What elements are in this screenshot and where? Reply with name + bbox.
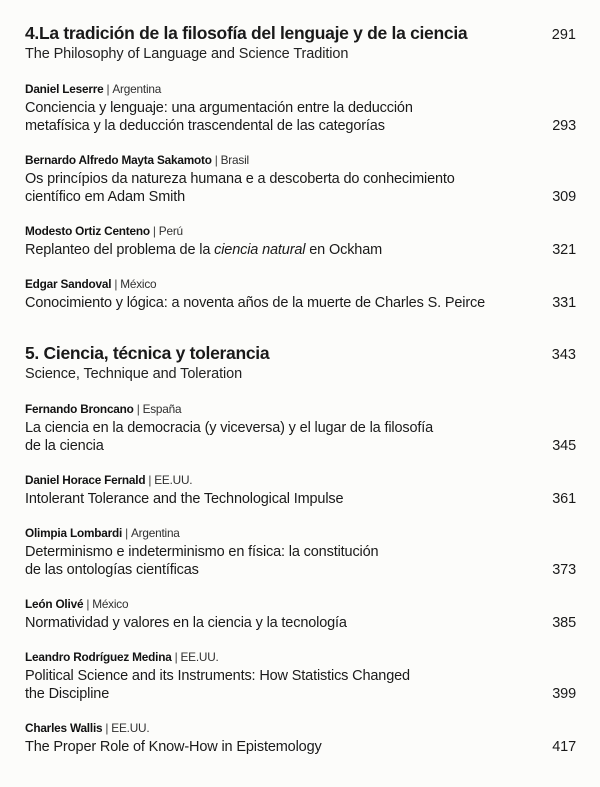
entry-author-line: [25, 722, 576, 735]
entry-page-number: 385: [552, 615, 576, 631]
entry-author-line: [25, 651, 576, 664]
entry-title-line: [25, 490, 576, 508]
entry-author: Daniel Leserre: [25, 82, 104, 96]
entry-title-line: [25, 543, 576, 561]
entry-page-number: 293: [552, 118, 576, 134]
entry-author: Edgar Sandoval: [25, 277, 112, 291]
entry-page-number: 345: [552, 438, 576, 454]
toc-entry: [25, 598, 576, 632]
entry-country: México: [120, 277, 157, 291]
entry-author: Fernando Broncano: [25, 402, 134, 416]
section-heading-row: [25, 22, 576, 45]
toc-entry: [25, 403, 576, 455]
entry-title-text: metafísica y la deducción trascendental de las categorías: [25, 118, 385, 134]
entry-page-number: 321: [552, 242, 576, 258]
entry-title-text: Intolerant Tolerance and the Technological Impulse: [25, 491, 344, 507]
author-country-separator: |: [174, 650, 178, 664]
entry-author-line: [25, 278, 576, 291]
entry-author-line: [25, 474, 576, 487]
entry-title-line: [25, 188, 576, 206]
entry-author-line: [25, 403, 576, 416]
entry-title-text: Os princípios da natureza humana e a descoberta do conhecimiento: [25, 171, 455, 187]
entry-author: Charles Wallis: [25, 721, 103, 735]
entry-title-line: [25, 738, 576, 756]
entry-author: Daniel Horace Fernald: [25, 473, 146, 487]
toc-entry: [25, 722, 576, 756]
toc-entry: [25, 651, 576, 703]
entry-page-number: 309: [552, 189, 576, 205]
entry-title-text: [25, 241, 382, 259]
toc-entry: [25, 474, 576, 508]
author-country-separator: |: [152, 224, 156, 238]
entry-title-line: [25, 294, 576, 312]
entry-page-number: 417: [552, 739, 576, 755]
entry-country: Argentina: [130, 526, 180, 540]
entry-title-line: [25, 99, 576, 117]
entry-title-line: [25, 685, 576, 703]
section-subtitle: The Philosophy of Language and Science Tradition: [25, 46, 349, 62]
entry-title-text: The Proper Role of Know-How in Epistemology: [25, 739, 322, 755]
toc-entry: [25, 83, 576, 135]
entry-title-line: [25, 667, 576, 685]
entry-title-text: Determinismo e indeterminismo en física: la constitución: [25, 544, 379, 560]
entry-title-text: de las ontologías científicas: [25, 562, 199, 578]
title-segment: Replanteo del problema de la: [25, 242, 215, 258]
entry-title-line: [25, 170, 576, 188]
entry-title-line: [25, 117, 576, 135]
entry-title-line: [25, 419, 576, 437]
entry-title-line: [25, 614, 576, 632]
toc-entry: [25, 527, 576, 579]
entry-country: Perú: [158, 224, 183, 238]
entry-country: EE.UU.: [154, 473, 193, 487]
entry-author: Leandro Rodríguez Medina: [25, 650, 172, 664]
entry-country: México: [92, 597, 129, 611]
author-country-separator: |: [105, 721, 109, 735]
entry-author-line: [25, 154, 576, 167]
entry-title-line: [25, 241, 576, 259]
section-heading: 5. Ciencia, técnica y tolerancia: [25, 343, 270, 363]
entry-title-text: científico em Adam Smith: [25, 189, 185, 205]
entry-page-number: 361: [552, 491, 576, 507]
author-country-separator: |: [214, 153, 218, 167]
entry-page-number: 331: [552, 295, 576, 311]
entry-country: EE.UU.: [111, 721, 150, 735]
entry-country: Brasil: [220, 153, 249, 167]
section-page-number: 343: [551, 347, 576, 363]
entry-title-line: [25, 561, 576, 579]
toc-section-5: [25, 342, 576, 756]
entry-title-text: La ciencia en la democracia (y viceversa) y el lugar de la filosofía: [25, 420, 434, 436]
entry-author: Modesto Ortiz Centeno: [25, 224, 150, 238]
entry-title-text: Normatividad y valores en la ciencia y la tecnología: [25, 615, 347, 631]
entry-author-line: [25, 83, 576, 96]
toc-section-4: [25, 22, 576, 312]
entry-country: España: [142, 402, 182, 416]
entry-author: Bernardo Alfredo Mayta Sakamoto: [25, 153, 212, 167]
title-segment-italic: ciencia natural: [214, 242, 306, 258]
author-country-separator: |: [148, 473, 152, 487]
entry-title-line: [25, 437, 576, 455]
entry-country: Argentina: [112, 82, 162, 96]
section-heading-row: [25, 342, 576, 365]
entry-author-line: [25, 598, 576, 611]
toc-entry: [25, 225, 576, 259]
entry-title-text: Political Science and its Instruments: How Statistics Changed: [25, 668, 410, 684]
author-country-separator: |: [114, 277, 118, 291]
author-country-separator: |: [106, 82, 110, 96]
entry-author: León Olivé: [25, 597, 84, 611]
author-country-separator: |: [125, 526, 128, 540]
entry-page-number: 399: [552, 686, 576, 702]
entry-author-line: [25, 225, 576, 238]
toc-entry: [25, 154, 576, 206]
entry-title-text: the Discipline: [25, 686, 110, 702]
entry-title-text: de la ciencia: [25, 438, 104, 454]
section-subtitle: Science, Technique and Toleration: [25, 366, 243, 382]
entry-country: EE.UU.: [180, 650, 219, 664]
entry-author: Olimpia Lombardi: [25, 526, 123, 540]
section-page-number: 291: [551, 27, 576, 43]
entry-author-line: [25, 527, 576, 540]
section-heading: 4.La tradición de la filosofía del lenguaje y de la ciencia: [25, 23, 468, 43]
entry-title-text: Conocimiento y lógica: a noventa años de la muerte de Charles S. Peirce: [25, 295, 486, 311]
entry-title-text: Conciencia y lenguaje: una argumentación entre la deducción: [25, 100, 413, 116]
title-segment: en Ockham: [305, 242, 383, 258]
entry-page-number: 373: [552, 562, 576, 578]
author-country-separator: |: [86, 597, 90, 611]
toc-entry: [25, 278, 576, 312]
author-country-separator: |: [136, 402, 140, 416]
